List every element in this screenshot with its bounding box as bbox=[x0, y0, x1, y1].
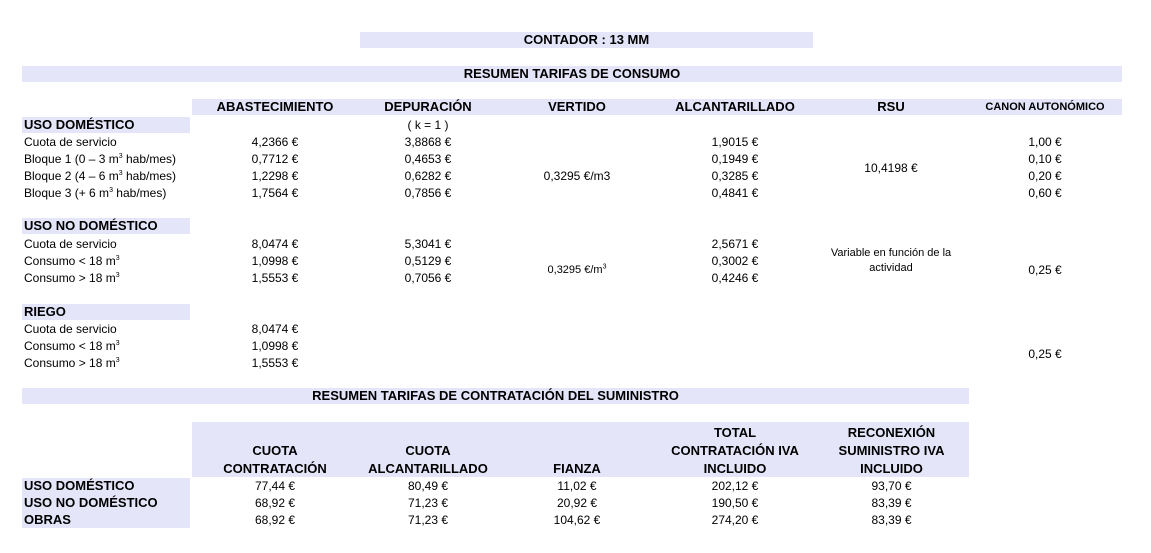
domestico-label-bloque1: Bloque 1 (0 – 3 $m^3$ hab/mes) bbox=[24, 152, 176, 166]
domestico-abast-2: 1,2298 € bbox=[251, 169, 299, 183]
header-canon: CANON AUTONÓMICO bbox=[985, 101, 1105, 113]
header-depuracion: DEPURACIÓN bbox=[384, 99, 472, 114]
riego-abast-0: 8,0474 € bbox=[251, 322, 299, 336]
header-cuota-contratacion-line1: CUOTA bbox=[252, 443, 298, 458]
no-domestico-label-cuota: Cuota de servicio bbox=[24, 237, 117, 251]
domestico-section-title: USO DOMÉSTICO bbox=[24, 117, 135, 132]
no-domestico-abast-0: 8,0474 € bbox=[251, 237, 299, 251]
contratacion-cell: 77,44 € bbox=[254, 479, 296, 493]
contratacion-cell: 83,39 € bbox=[871, 513, 912, 527]
no-domestico-abast-1: 1,0998 € bbox=[251, 254, 299, 268]
contratacion-cell: 190,50 € bbox=[711, 496, 759, 510]
no-domestico-alc-2: 0,4246 € bbox=[711, 271, 759, 285]
domestico-canon-3: 0,60 € bbox=[1028, 186, 1062, 200]
domestico-dep-3: 0,7856 € bbox=[404, 186, 452, 200]
contratacion-row-label-obras: OBRAS bbox=[24, 512, 71, 527]
contratacion-cell: 71,23 € bbox=[407, 513, 449, 527]
domestico-canon-0: 1,00 € bbox=[1028, 135, 1062, 149]
domestico-alc-0: 1,9015 € bbox=[711, 135, 759, 149]
no-domestico-section-title: USO NO DOMÉSTICO bbox=[24, 218, 158, 233]
header-abastecimiento: ABASTECIMIENTO bbox=[216, 99, 334, 114]
contratacion-cell: 274,20 € bbox=[711, 513, 759, 527]
domestico-label-bloque3: Bloque 3 (+ 6 $m^3$ hab/mes) bbox=[24, 186, 167, 200]
contratacion-row-label-no-domestico: USO NO DOMÉSTICO bbox=[24, 495, 158, 510]
domestico-label-cuota: Cuota de servicio bbox=[24, 135, 117, 149]
contratacion-cell: 83,39 € bbox=[871, 496, 912, 510]
no-domestico-dep-2: 0,7056 € bbox=[404, 271, 452, 285]
no-domestico-alc-0: 2,5671 € bbox=[711, 237, 759, 251]
contratacion-cell: 71,23 € bbox=[407, 496, 449, 510]
riego-label-cuota: Cuota de servicio bbox=[24, 322, 117, 336]
header-total-line2: CONTRATACIÓN IVA bbox=[671, 443, 799, 458]
contratacion-row-label-domestico: USO DOMÉSTICO bbox=[24, 478, 135, 493]
header-reconexion bbox=[814, 424, 969, 478]
domestico-abast-3: 1,7564 € bbox=[251, 186, 299, 200]
header-cuota-contratacion-line2: CONTRATACIÓN bbox=[223, 461, 327, 476]
contratacion-cell: 68,92 € bbox=[254, 513, 296, 527]
header-cuota-alcantarillado-line1: CUOTA bbox=[405, 443, 451, 458]
contratacion-cell: 11,02 € bbox=[557, 479, 597, 493]
riego-abast-2: 1,5553 € bbox=[251, 356, 299, 370]
contratacion-cell: 68,92 € bbox=[254, 496, 296, 510]
header-reconexion-line1: RECONEXIÓN bbox=[847, 425, 936, 440]
domestico-dep-0: 3,8868 € bbox=[404, 135, 452, 149]
contratacion-title: RESUMEN TARIFAS DE CONTRATACIÓN DEL SUMINISTRO bbox=[312, 388, 679, 403]
header-reconexion-line3: INCLUIDO bbox=[860, 461, 923, 476]
contratacion-cell: 93,70 € bbox=[871, 479, 912, 493]
domestico-alc-3: 0,4841 € bbox=[711, 186, 759, 200]
domestico-rsu: 10,4198 € bbox=[864, 161, 918, 175]
domestico-dep-1: 0,4653 € bbox=[404, 152, 452, 166]
header-vertido: VERTIDO bbox=[548, 99, 606, 114]
domestico-abast-0: 4,2366 € bbox=[251, 135, 299, 149]
k-note: ( k = 1 ) bbox=[407, 118, 449, 132]
domestico-label-bloque2: Bloque 2 (4 – 6 $m^3$ hab/mes) bbox=[24, 169, 176, 183]
riego-canon: 0,25 € bbox=[1028, 347, 1062, 361]
header-cuota-alcantarillado bbox=[358, 442, 498, 478]
riego-label-menor: Consumo < 18 $m^3$ bbox=[24, 339, 120, 353]
header-fianza-line1: FIANZA bbox=[553, 461, 601, 476]
contratacion-cell: 202,12 € bbox=[711, 479, 759, 493]
domestico-dep-2: 0,6282 € bbox=[404, 169, 452, 183]
no-domestico-label-mayor: Consumo > 18 $m^3$ bbox=[24, 271, 120, 285]
riego-abast-1: 1,0998 € bbox=[251, 339, 299, 353]
domestico-alc-1: 0,1949 € bbox=[711, 152, 759, 166]
contador-title: CONTADOR : 13 MM bbox=[523, 32, 650, 47]
header-reconexion-line2: SUMINISTRO IVA bbox=[838, 443, 945, 458]
no-domestico-alc-1: 0,3002 € bbox=[711, 254, 759, 268]
no-domestico-dep-1: 0,5129 € bbox=[404, 254, 452, 268]
no-domestico-rsu: Variable en función de la actividad bbox=[830, 247, 952, 274]
consumo-title: RESUMEN TARIFAS DE CONSUMO bbox=[463, 66, 681, 81]
header-alcantarillado: ALCANTARILLADO bbox=[675, 99, 795, 114]
riego-label-mayor: Consumo > 18 $m^3$ bbox=[24, 356, 120, 370]
header-total-line1: TOTAL bbox=[713, 425, 757, 440]
domestico-abast-1: 0,7712 € bbox=[251, 152, 299, 166]
no-domestico-dep-0: 5,3041 € bbox=[404, 237, 452, 251]
contratacion-cell: 104,62 € bbox=[553, 513, 601, 527]
contratacion-cell: 20,92 € bbox=[556, 496, 598, 510]
header-cuota-alcantarillado-line2: ALCANTARILLADO bbox=[368, 461, 488, 476]
domestico-canon-1: 0,10 € bbox=[1028, 152, 1062, 166]
no-domestico-canon: 0,25 € bbox=[1028, 263, 1062, 277]
riego-section-title: RIEGO bbox=[24, 304, 66, 319]
domestico-vertido: 0,3295 €/m3 bbox=[543, 169, 611, 183]
header-total-line3: INCLUIDO bbox=[703, 461, 767, 476]
header-total-contratacion bbox=[656, 424, 814, 478]
no-domestico-label-menor: Consumo < 18 $m^3$ bbox=[24, 254, 120, 268]
header-fianza bbox=[498, 460, 656, 478]
header-cuota-contratacion bbox=[192, 442, 358, 478]
domestico-canon-2: 0,20 € bbox=[1028, 169, 1062, 183]
domestico-alc-2: 0,3285 € bbox=[711, 169, 759, 183]
no-domestico-vertido: 0,3295 $€/m^3$ bbox=[547, 263, 607, 276]
header-rsu: RSU bbox=[877, 99, 905, 114]
no-domestico-abast-2: 1,5553 € bbox=[251, 271, 299, 285]
contratacion-cell: 80,49 € bbox=[407, 479, 449, 493]
